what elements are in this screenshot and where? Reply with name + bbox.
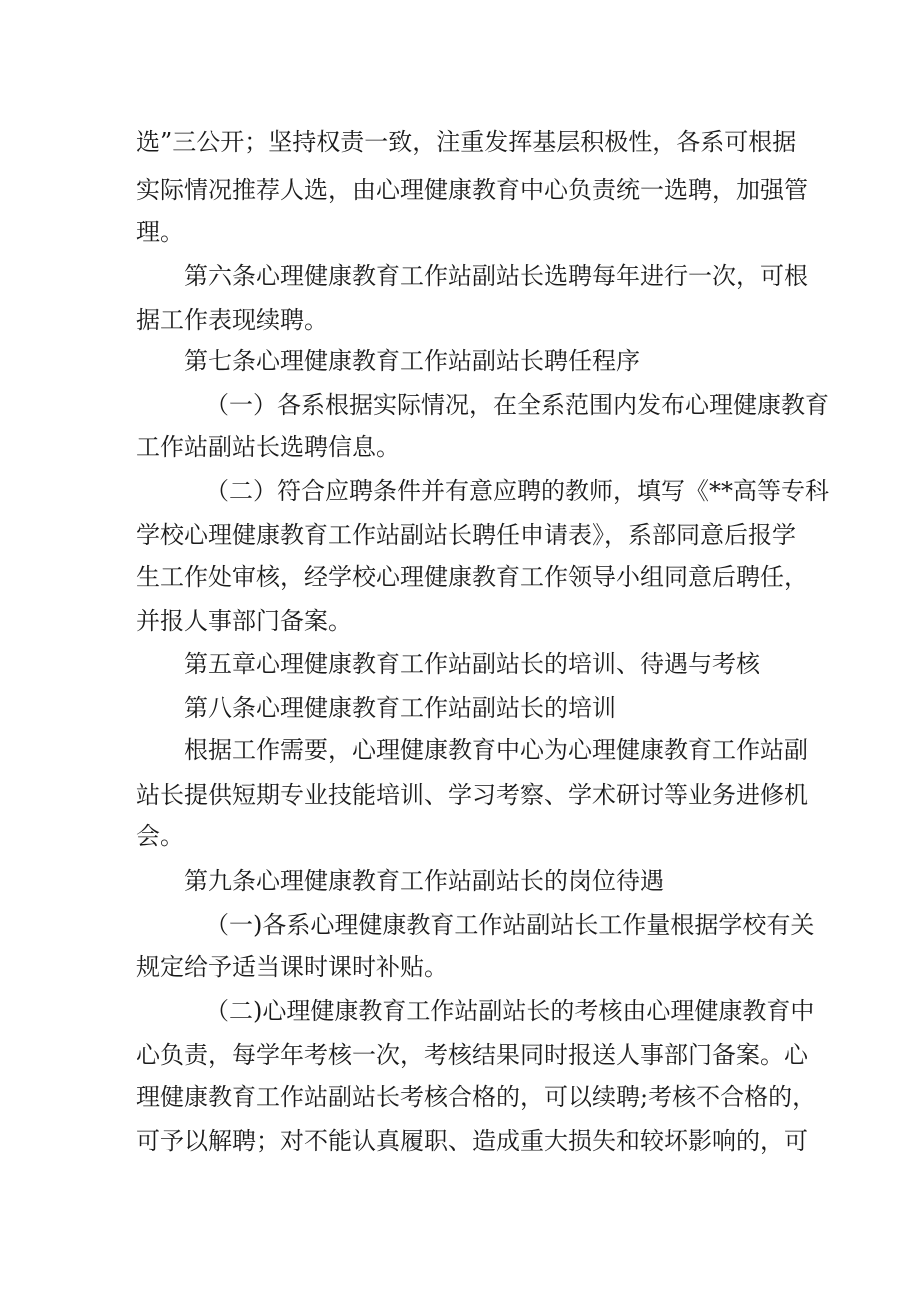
body-text-line: 规定给予适当课时课时补贴。: [136, 953, 448, 981]
body-text-line: 根据工作需要，心理健康教育中心为心理健康教育工作站副: [184, 736, 808, 764]
body-text-line: （一）各系根据实际情况，在全系范围内发布心理健康教育: [205, 391, 829, 419]
body-text-line: 理。: [136, 218, 184, 246]
body-text-line: 学校心理健康教育工作站副站长聘任申请表》，系部同意后报学: [136, 521, 796, 549]
body-text-line: 并报人事部门备案。: [136, 607, 352, 635]
body-text-line: 据工作表现续聘。: [136, 306, 328, 334]
body-text-line: 理健康教育工作站副站长考核合格的，可以续聘;考核不合格的，: [136, 1083, 817, 1111]
body-text-line: 工作站副站长选聘信息。: [136, 433, 400, 461]
body-text-line: 第六条心理健康教育工作站副站长选聘每年进行一次，可根: [184, 262, 808, 290]
article-heading: 第九条心理健康教育工作站副站长的岗位待遇: [184, 867, 664, 895]
body-text-line: 选”三公开；坚持权责一致，注重发挥基层积极性，各系可根据: [136, 128, 797, 156]
body-text-line: 实际情况推荐人选，由心理健康教育中心负责统一选聘，加强管: [136, 176, 808, 204]
body-text-line: 生工作处审核，经学校心理健康教育工作领导小组同意后聘任，: [136, 563, 808, 591]
body-text-line: （二)心理健康教育工作站副站长的考核由心理健康教育中: [205, 997, 815, 1025]
body-text-line: 心负责，每学年考核一次，考核结果同时报送人事部门备案。心: [136, 1041, 808, 1069]
article-heading: 第七条心理健康教育工作站副站长聘任程序: [184, 347, 640, 375]
body-text-line: 站长提供短期专业技能培训、学习考察、学术研讨等业务进修机: [136, 781, 808, 809]
body-text-line: 会。: [136, 822, 184, 850]
article-heading: 第八条心理健康教育工作站副站长的培训: [184, 694, 616, 722]
body-text-line: （二）符合应聘条件并有意应聘的教师，填写《**高等专科: [205, 477, 829, 505]
body-text-line: 可予以解聘；对不能认真履职、造成重大损失和较坏影响的，可: [136, 1127, 808, 1155]
chapter-heading: 第五章心理健康教育工作站副站长的培训、待遇与考核: [184, 650, 760, 678]
body-text-line: （一)各系心理健康教育工作站副站长工作量根据学校有关: [205, 911, 815, 939]
